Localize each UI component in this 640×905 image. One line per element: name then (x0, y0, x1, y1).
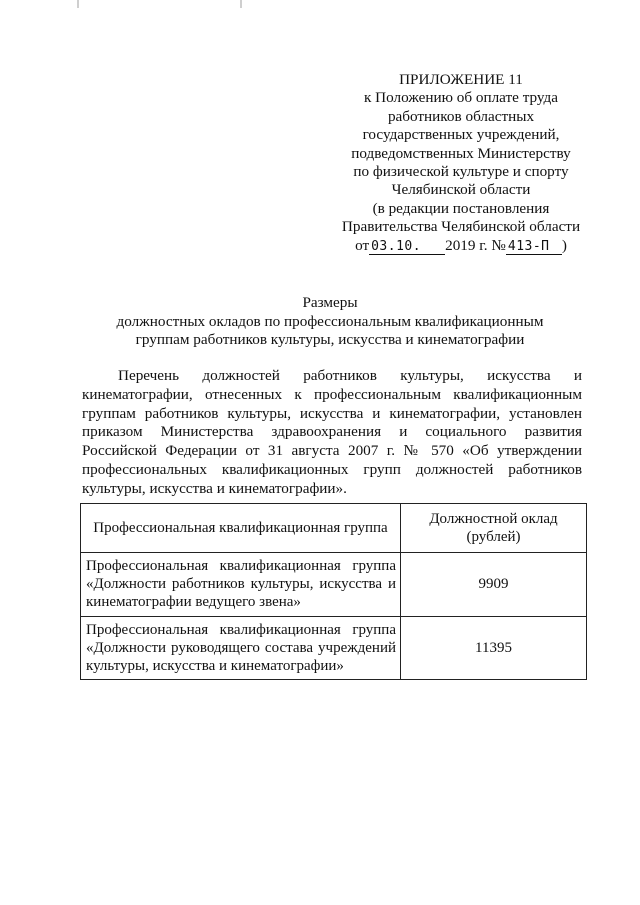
salary-table (80, 503, 587, 680)
scan-artifact (240, 0, 242, 8)
salary-cell: 11395 (401, 616, 587, 680)
appendix-line: подведомственных Министерству (351, 144, 571, 162)
appendix-line: (в редакции постановления (372, 199, 550, 217)
title-line: должностных окладов по профессиональным квалификационным (116, 312, 544, 330)
appendix-line: Челябинской области (391, 181, 531, 199)
date-prefix: от (355, 236, 370, 254)
resolution-date: 03.10. (369, 239, 445, 255)
appendix-line: ПРИЛОЖЕНИЕ 11 (399, 71, 523, 88)
title-line: группам работников культуры, искусства и кинематографии (135, 331, 525, 349)
resolution-year: 2019 г. № (445, 236, 506, 254)
body-paragraph (82, 367, 582, 499)
column-header-salary: Должностной оклад (рублей) (401, 504, 587, 553)
appendix-line: государственных учреждений, (362, 126, 560, 144)
appendix-line: работников областных (387, 107, 535, 125)
closing-paren: ) (561, 236, 567, 254)
document-title (80, 294, 580, 350)
group-cell: Профессиональная квалификационная группа «Должности работников культуры, искусства и кинематографии ведущего звена» (81, 553, 401, 617)
table-header-row (81, 504, 587, 553)
appendix-line: по физической культуре и спорту (353, 163, 569, 181)
resolution-date-line (330, 237, 592, 255)
resolution-number: 413-П (506, 239, 562, 255)
scan-artifact (77, 0, 79, 8)
column-header-group: Профессиональная квалификационная группа (81, 504, 401, 553)
group-cell: Профессиональная квалификационная группа «Должности руководящего состава учреждений культуры, искусства и кинематографии» (81, 616, 401, 680)
title-line: Размеры (302, 294, 358, 311)
paragraph-text: Перечень должностей работников культуры, искусства и кинематографии, отнесенных к профессиональным квалификационным группам работников культуры, искусства и кинематографии, установлен приказом Министерства здравоохранения и социального развития Российской Федерации от 31 августа 2007 г. № 570 «Об утверждении профессиональных квалификационных групп должностей работников культуры, искусства и кинематографии». (82, 367, 582, 497)
table-row (81, 616, 587, 680)
appendix-header (330, 71, 592, 255)
appendix-line: Правительства Челябинской области (341, 218, 581, 236)
salary-cell: 9909 (401, 553, 587, 617)
appendix-line: к Положению об оплате труда (363, 89, 559, 107)
table-row (81, 553, 587, 617)
